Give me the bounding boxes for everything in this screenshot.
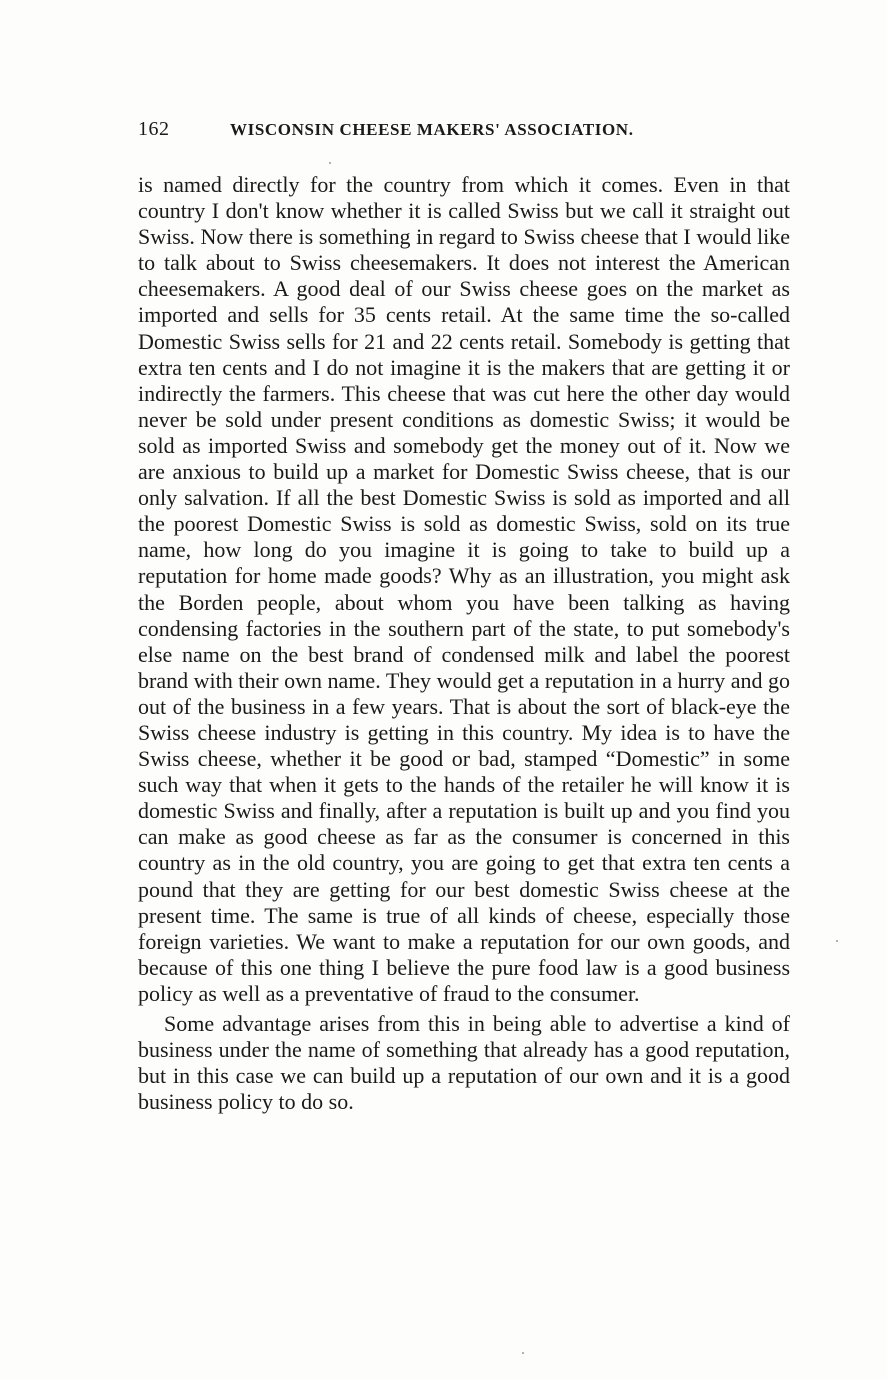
body-text: [138, 172, 790, 1115]
paragraph: is named directly for the country from which it comes. Even in that country I don't know whether it is called Swiss but we call it straight out Swiss. Now there is something in regard to Swiss cheese that I would like to talk about to Swiss cheesemakers. It does not interest the American cheesemakers. A good deal of our Swiss cheese goes on the market as imported and sells for 35 cents retail. At the same time the so-called Domestic Swiss sells for 21 and 22 cents retail. Somebody is getting that extra ten cents and I do not imagine it is the makers that are getting it or indirectly the farmers. This cheese that was cut here the other day would never be sold under present conditions as domestic Swiss; it would be sold as imported Swiss and somebody get the money out of it. Now we are anxious to build up a market for Domestic Swiss cheese, that is our only salvation. If all the best Domestic Swiss is sold as imported and all the poorest Domestic Swiss is sold as domestic Swiss, sold on its true name, how long do you imagine it is going to take to build up a reputation for home made goods? Why as an illustration, you might ask the Borden people, about whom you have been talking as having condensing factories in the southern part of the state, to put somebody's else name on the best brand of condensed milk and label the poorest brand with their own name. They would get a reputation in a hurry and go out of the business in a few years. That is about the sort of black-eye the Swiss cheese industry is getting in this country. My idea is to have the Swiss cheese, whether it be good or bad, stamped “Domestic” in some such way that when it gets to the hands of the retailer he will know it is domestic Swiss and finally, after a reputation is built up and you find you can make as good cheese as far as the consumer is concerned in this country as in the old country, you are going to get that extra ten cents a pound that they are getting for our best domestic Swiss cheese at the present time. The same is true of all kinds of cheese, especially those foreign varieties. We want to make a reputation for our own goods, and because of this one thing I believe the pure food law is a good business policy as well as a preventative of fraud to the consumer.: [138, 172, 790, 1006]
print-speck: [522, 1352, 524, 1354]
running-head-title: WISCONSIN CHEESE MAKERS' ASSOCIATION.: [230, 120, 634, 139]
running-head: [138, 118, 790, 148]
print-speck: [836, 940, 838, 942]
paragraph: Some advantage arises from this in being able to advertise a kind of business under the name of something that already has a good reputation, but in this case we can build up a reputation of our own and it is a good business policy to do so.: [138, 1011, 790, 1115]
book-page: [138, 118, 790, 1115]
page-number: 162: [138, 118, 170, 140]
print-speck: [329, 162, 331, 164]
